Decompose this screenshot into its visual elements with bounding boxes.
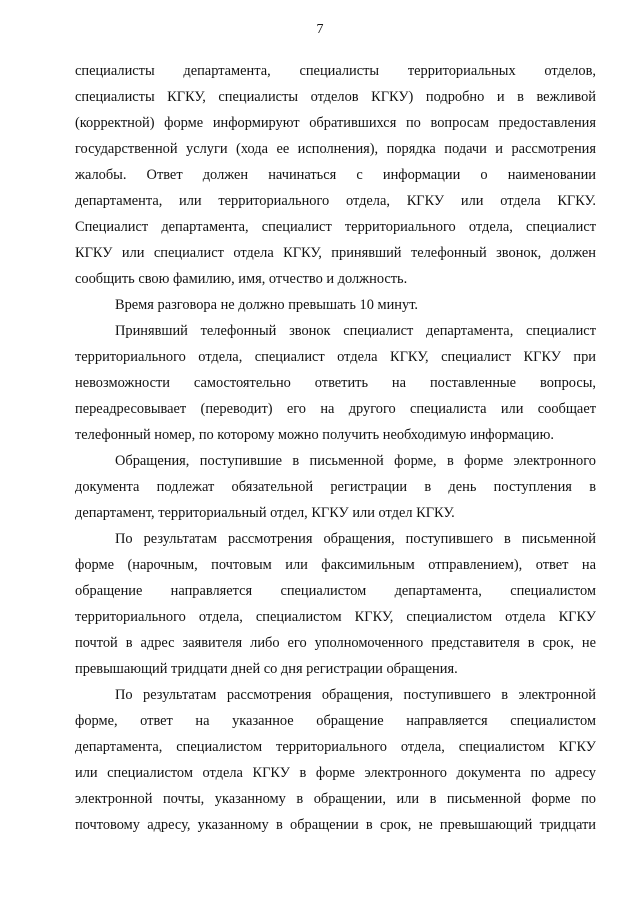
text-line: обращение направляется специалистом департамента, специалистом <box>75 583 596 599</box>
text-line: электронной почты, указанному в обращении, или в письменной форме по <box>75 791 596 807</box>
text-line: Принявший телефонный звонок специалист департамента, специалист <box>115 323 596 339</box>
text-line: телефонный номер, по которому можно получить необходимую информацию. <box>75 427 554 443</box>
text-line: почтовому адресу, указанному в обращении в срок, не превышающий тридцати <box>75 817 596 833</box>
text-line: переадресовывает (переводит) его на другого специалиста или сообщает <box>75 401 596 417</box>
text-line: Время разговора не должно превышать 10 минут. <box>115 297 419 313</box>
text-line: департамент, территориальный отдел, КГКУ или отдел КГКУ. <box>75 505 455 521</box>
text-line: департамента, или территориального отдела, КГКУ или отдела КГКУ. <box>75 193 596 209</box>
text-line: государственной услуги (хода ее исполнения), порядка подачи и рассмотрения <box>75 141 596 157</box>
text-line: невозможности самостоятельно ответить на поставленные вопросы, <box>75 375 596 391</box>
paragraph-6 <box>75 682 596 838</box>
text-line: территориального отдела, специалистом КГКУ, специалистом отдела КГКУ <box>75 609 596 625</box>
text-line: территориального отдела, специалист отдела КГКУ, специалист КГКУ при <box>75 349 596 365</box>
text-line: сообщить свою фамилию, имя, отчество и должность. <box>75 271 408 287</box>
text-line: По результатам рассмотрения обращения, поступившего в письменной <box>115 531 596 547</box>
paragraph-5 <box>75 526 596 682</box>
text-line: превышающий тридцати дней со дня регистрации обращения. <box>75 661 458 677</box>
paragraph-1 <box>75 58 596 292</box>
text-line: почтой в адрес заявителя либо его уполномоченного представителя в срок, не <box>75 635 596 651</box>
text-line: Специалист департамента, специалист территориального отдела, специалист <box>75 219 596 235</box>
text-line: специалисты КГКУ, специалисты отделов КГКУ) подробно и в вежливой <box>75 89 596 105</box>
text-line: (корректной) форме информируют обратившихся по вопросам предоставления <box>75 115 596 131</box>
text-line: департамента, специалистом территориального отдела, специалистом КГКУ <box>75 739 596 755</box>
text-line: документа подлежат обязательной регистрации в день поступления в <box>75 479 596 495</box>
page-number: 7 <box>316 22 324 37</box>
text-line: специалисты департамента, специалисты территориальных отделов, <box>75 63 596 79</box>
text-line: Обращения, поступившие в письменной форме, в форме электронного <box>115 453 596 469</box>
text-line: или специалистом отдела КГКУ в форме электронного документа по адресу <box>75 765 596 781</box>
text-line: По результатам рассмотрения обращения, поступившего в электронной <box>115 687 596 703</box>
text-line: КГКУ или специалист отдела КГКУ, принявший телефонный звонок, должен <box>75 245 596 261</box>
paragraph-3 <box>75 318 596 448</box>
text-line: жалобы. Ответ должен начинаться с информации о наименовании <box>75 167 596 183</box>
paragraph-4 <box>75 448 596 526</box>
text-line: форме, ответ на указанное обращение направляется специалистом <box>75 713 596 729</box>
paragraph-2 <box>75 292 596 318</box>
body-text <box>75 58 596 838</box>
text-line: форме (нарочным, почтовым или факсимильным отправлением), ответ на <box>75 557 596 573</box>
